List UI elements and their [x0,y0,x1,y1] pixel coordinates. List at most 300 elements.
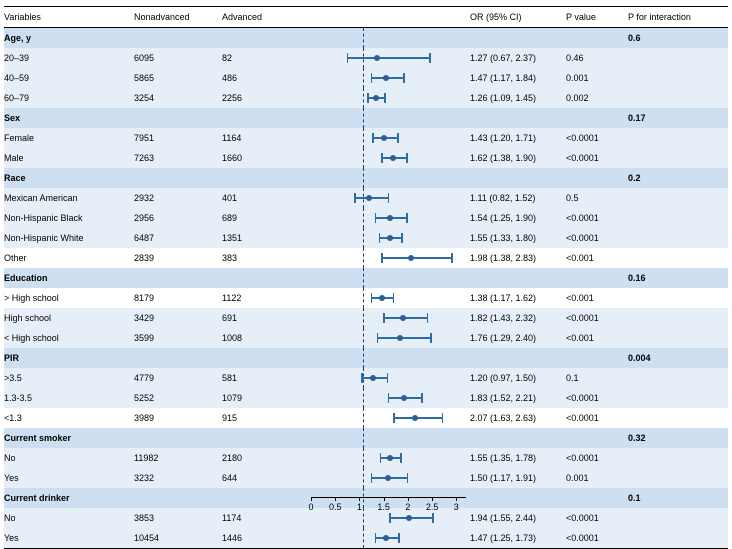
ci-cap-lower [375,533,377,543]
ci-cap-lower [354,193,356,203]
cell-p-value: <0.0001 [566,208,628,228]
ci-cap-upper [403,73,405,83]
cell-p-interaction [628,408,728,428]
cell-plot [315,268,470,288]
cell-p-value: <0.0001 [566,308,628,328]
plot-area [315,68,470,88]
table-header [4,7,728,28]
cell-or-ci: 1.83 (1.52, 2.21) [470,388,566,408]
cell-nonadvanced: 5252 [134,388,222,408]
point-estimate-marker [387,235,393,241]
cell-or-ci: 1.27 (0.67, 2.37) [470,48,566,68]
cell-nonadvanced: 3989 [134,408,222,428]
cell-or-ci [470,428,566,448]
cell-or-ci [470,268,566,288]
cell-plot [315,108,470,128]
cell-plot [315,468,470,488]
cell-nonadvanced: 6095 [134,48,222,68]
ci-cap-upper [427,313,429,323]
cell-advanced: 689 [222,208,315,228]
cell-or-ci: 1.50 (1.17, 1.91) [470,468,566,488]
cell-variable: Yes [4,468,134,488]
axis-tick-label: 1.5 [377,502,390,512]
header-variables: Variables [4,11,41,22]
cell-p-interaction: 0.004 [628,348,728,368]
ci-cap-lower [371,73,373,83]
ci-cap-upper [429,53,431,63]
cell-variable: Non-Hispanic Black [4,208,134,228]
cell-advanced [222,28,315,49]
plot-area [315,348,470,368]
cell-advanced: 1174 [222,508,315,528]
table-row [4,308,728,328]
cell-or-ci: 1.55 (1.35, 1.78) [470,448,566,468]
ci-cap-upper [430,333,432,343]
cell-plot [315,388,470,408]
cell-variable: Age, y [4,28,134,49]
table-group-row [4,28,728,49]
point-estimate-marker [373,95,379,101]
axis-tick [359,497,360,501]
cell-advanced: 1164 [222,128,315,148]
cell-nonadvanced: 3232 [134,468,222,488]
axis-tick [432,497,433,501]
point-estimate-marker [401,395,407,401]
cell-p-interaction [628,148,728,168]
cell-p-value: <0.0001 [566,408,628,428]
plot-area [315,408,470,428]
ci-cap-lower [371,473,373,483]
cell-or-ci: 1.82 (1.43, 2.32) [470,308,566,328]
cell-p-interaction [628,128,728,148]
plot-area [315,28,470,48]
cell-advanced: 401 [222,188,315,208]
plot-area [315,228,470,248]
ci-cap-upper [407,473,409,483]
cell-p-value: <0.001 [566,288,628,308]
ci-cap-lower [380,453,382,463]
cell-nonadvanced: 11982 [134,448,222,468]
cell-variable: Mexican American [4,188,134,208]
table-row [4,408,728,428]
cell-p-value [566,428,628,448]
cell-plot [315,528,470,549]
cell-advanced: 82 [222,48,315,68]
table-group-row [4,428,728,448]
cell-plot [315,68,470,88]
header-row [4,7,728,28]
ci-cap-upper [406,153,408,163]
cell-or-ci: 1.62 (1.38, 1.90) [470,148,566,168]
plot-area [315,248,470,268]
cell-p-value: 0.1 [566,368,628,388]
cell-plot [315,168,470,188]
cell-p-value [566,28,628,49]
cell-p-value: <0.0001 [566,228,628,248]
ci-cap-lower [372,133,374,143]
table-row [4,68,728,88]
cell-plot [315,228,470,248]
ci-cap-upper [387,373,389,383]
cell-variable: No [4,448,134,468]
table-row [4,208,728,228]
cell-p-value: <0.001 [566,248,628,268]
cell-nonadvanced: 3254 [134,88,222,108]
cell-p-value: <0.0001 [566,148,628,168]
cell-p-interaction [628,88,728,108]
subgroup-table [4,6,728,549]
cell-p-value: 0.002 [566,88,628,108]
cell-variable: <1.3 [4,408,134,428]
reference-line [363,168,364,188]
reference-line [363,468,364,488]
cell-plot [315,48,470,68]
header-nonadvanced: Nonadvanced [134,11,190,22]
cell-advanced: 1660 [222,148,315,168]
cell-plot [315,328,470,348]
cell-variable: 1.3-3.5 [4,388,134,408]
cell-p-interaction: 0.1 [628,488,728,508]
cell-nonadvanced: 2956 [134,208,222,228]
cell-advanced: 691 [222,308,315,328]
cell-p-interaction [628,308,728,328]
point-estimate-marker [370,375,376,381]
cell-or-ci: 1.47 (1.25, 1.73) [470,528,566,549]
point-estimate-marker [381,135,387,141]
cell-p-interaction: 0.6 [628,28,728,49]
cell-variable: 60–79 [4,88,134,108]
cell-variable: Current smoker [4,428,134,448]
cell-variable: Female [4,128,134,148]
ci-cap-lower [371,293,373,303]
cell-p-value: <0.0001 [566,528,628,549]
cell-nonadvanced: 6487 [134,228,222,248]
table-row [4,128,728,148]
cell-nonadvanced [134,108,222,128]
cell-or-ci: 2.07 (1.63, 2.63) [470,408,566,428]
confidence-interval-line [377,337,431,339]
reference-line [363,348,364,368]
plot-area [315,368,470,388]
reference-line [363,288,364,308]
table-row [4,48,728,68]
plot-area [315,388,470,408]
cell-p-value: 0.5 [566,188,628,208]
cell-advanced: 383 [222,248,315,268]
cell-advanced: 1079 [222,388,315,408]
cell-p-interaction [628,188,728,208]
reference-line [363,108,364,128]
cell-p-interaction [628,228,728,248]
cell-nonadvanced [134,268,222,288]
cell-advanced: 1008 [222,328,315,348]
cell-variable: 20–39 [4,48,134,68]
plot-area [315,128,470,148]
cell-p-interaction [628,68,728,88]
plot-area [315,88,470,108]
table-group-row [4,168,728,188]
cell-variable: Race [4,168,134,188]
cell-p-interaction: 0.32 [628,428,728,448]
cell-variable: Non-Hispanic White [4,228,134,248]
cell-p-value: <0.0001 [566,388,628,408]
header-p-interaction: P for interaction [628,11,691,22]
cell-nonadvanced: 2839 [134,248,222,268]
point-estimate-marker [379,295,385,301]
cell-plot [315,308,470,328]
cell-plot [315,88,470,108]
cell-nonadvanced: 5865 [134,68,222,88]
cell-p-value: 0.001 [566,468,628,488]
cell-nonadvanced: 7951 [134,128,222,148]
cell-p-value: <0.001 [566,328,628,348]
cell-advanced: 2256 [222,88,315,108]
ci-cap-lower [367,93,369,103]
reference-line [363,408,364,428]
ci-cap-lower [388,393,390,403]
table-row [4,468,728,488]
plot-area [315,308,470,328]
cell-plot [315,188,470,208]
point-estimate-marker [412,415,418,421]
ci-cap-upper [406,213,408,223]
ci-cap-upper [421,393,423,403]
cell-p-interaction [628,448,728,468]
axis-tick-label: 1 [356,502,362,512]
cell-variable: Sex [4,108,134,128]
cell-p-value [566,108,628,128]
plot-area [315,528,470,548]
cell-variable: > High school [4,288,134,308]
reference-line [363,308,364,328]
cell-p-interaction: 0.17 [628,108,728,128]
x-axis [0,497,724,529]
reference-line [363,328,364,348]
cell-nonadvanced: 3599 [134,328,222,348]
cell-p-interaction: 0.16 [628,268,728,288]
cell-variable: No [4,508,134,528]
reference-line [363,148,364,168]
cell-p-value: <0.0001 [566,448,628,468]
ci-cap-upper [384,93,386,103]
confidence-interval-line [394,417,442,419]
cell-nonadvanced [134,348,222,368]
cell-or-ci [470,28,566,49]
cell-variable: Current drinker [4,488,134,508]
cell-p-interaction [628,328,728,348]
table-row [4,228,728,248]
ci-cap-lower [361,373,363,383]
cell-advanced: 1122 [222,288,315,308]
confidence-interval-line [382,257,452,259]
header-advanced: Advanced [222,11,263,22]
ci-cap-upper [398,533,400,543]
cell-p-interaction [628,528,728,549]
ci-cap-lower [379,233,381,243]
axis-tick-label: 0 [308,502,314,512]
point-estimate-marker [387,455,393,461]
ci-cap-lower [393,413,395,423]
cell-nonadvanced [134,428,222,448]
cell-or-ci: 1.20 (0.97, 1.50) [470,368,566,388]
cell-plot [315,408,470,428]
cell-nonadvanced: 3853 [134,508,222,528]
axis-tick-label: 0.5 [328,502,342,512]
plot-area [315,268,470,288]
point-estimate-marker [408,255,414,261]
cell-plot [315,128,470,148]
cell-plot [315,348,470,368]
cell-or-ci: 1.11 (0.82, 1.52) [470,188,566,208]
table-group-row [4,348,728,368]
cell-plot [315,248,470,268]
axis-tick [456,497,457,501]
reference-line [363,428,364,448]
point-estimate-marker [387,215,393,221]
plot-area [315,208,470,228]
axis-tick [384,497,385,501]
cell-p-interaction: 0.2 [628,168,728,188]
cell-plot [315,148,470,168]
ci-cap-lower [377,333,379,343]
plot-area [315,468,470,488]
table-body [4,28,728,549]
axis-tick [335,497,336,501]
reference-line [363,128,364,148]
cell-plot [315,448,470,468]
cell-or-ci: 1.54 (1.25, 1.90) [470,208,566,228]
cell-or-ci: 1.76 (1.29, 2.40) [470,328,566,348]
plot-area [315,428,470,448]
cell-or-ci: 1.43 (1.20, 1.71) [470,128,566,148]
cell-p-interaction [628,48,728,68]
ci-cap-upper [393,293,395,303]
point-estimate-marker [366,195,372,201]
cell-plot [315,428,470,448]
cell-variable: 40–59 [4,68,134,88]
cell-p-interaction [628,208,728,228]
ci-cap-lower [383,313,385,323]
table-row [4,148,728,168]
cell-nonadvanced: 8179 [134,288,222,308]
cell-advanced [222,428,315,448]
cell-p-value [566,348,628,368]
cell-advanced [222,268,315,288]
cell-p-value: 0.001 [566,68,628,88]
ci-cap-upper [442,413,444,423]
plot-area [315,328,470,348]
cell-variable: >3.5 [4,368,134,388]
header-p-value: P value [566,11,596,22]
cell-variable: High school [4,308,134,328]
cell-advanced: 581 [222,368,315,388]
table-group-row [4,268,728,288]
cell-plot [315,368,470,388]
ci-cap-upper [400,453,402,463]
reference-line [363,28,364,48]
cell-nonadvanced: 7263 [134,148,222,168]
cell-p-interaction [628,468,728,488]
cell-p-value: 0.46 [566,48,628,68]
cell-or-ci [470,168,566,188]
header-or-ci: OR (95% CI) [470,11,522,22]
cell-p-value: <0.0001 [566,128,628,148]
table-row [4,188,728,208]
cell-p-interaction [628,288,728,308]
table-row [4,88,728,108]
axis-tick-label: 3 [453,502,459,512]
point-estimate-marker [385,475,391,481]
point-estimate-marker [383,535,389,541]
plot-area [315,288,470,308]
table-row [4,248,728,268]
reference-line [363,388,364,408]
cell-advanced: 1351 [222,228,315,248]
point-estimate-marker [374,55,380,61]
cell-plot [315,288,470,308]
cell-p-interaction [628,388,728,408]
cell-variable: Male [4,148,134,168]
axis-tick [408,497,409,501]
cell-advanced: 486 [222,68,315,88]
ci-cap-upper [451,253,453,263]
cell-or-ci: 1.94 (1.55, 2.44) [470,508,566,528]
reference-line [363,528,364,548]
plot-area [315,48,470,68]
cell-p-interaction [628,248,728,268]
cell-or-ci: 1.98 (1.38, 2.83) [470,248,566,268]
cell-advanced: 1446 [222,528,315,549]
cell-nonadvanced: 10454 [134,528,222,549]
reference-line [363,68,364,88]
axis-tick [311,497,312,501]
reference-line [363,448,364,468]
reference-line [363,208,364,228]
reference-line [363,228,364,248]
cell-variable: PIR [4,348,134,368]
plot-area [315,148,470,168]
confidence-interval-line [347,57,429,59]
cell-plot [315,28,470,49]
point-estimate-marker [400,315,406,321]
ci-cap-upper [401,233,403,243]
cell-advanced: 644 [222,468,315,488]
cell-variable: Yes [4,528,134,549]
point-estimate-marker [397,335,403,341]
cell-p-value [566,268,628,288]
cell-or-ci [470,108,566,128]
ci-cap-lower [347,53,349,63]
reference-line [363,268,364,288]
table-row [4,368,728,388]
cell-p-interaction [628,368,728,388]
cell-nonadvanced: 3429 [134,308,222,328]
cell-nonadvanced: 2932 [134,188,222,208]
cell-or-ci [470,348,566,368]
axis-tick-label: 2 [405,502,411,512]
header-plot [315,7,470,28]
cell-or-ci: 1.26 (1.09, 1.45) [470,88,566,108]
reference-line [363,248,364,268]
plot-area [315,108,470,128]
cell-variable: Other [4,248,134,268]
cell-plot [315,208,470,228]
cell-or-ci: 1.38 (1.17, 1.62) [470,288,566,308]
table-row [4,388,728,408]
table-row [4,528,728,549]
axis-tick-label: 2.5 [425,502,439,512]
cell-nonadvanced [134,28,222,49]
